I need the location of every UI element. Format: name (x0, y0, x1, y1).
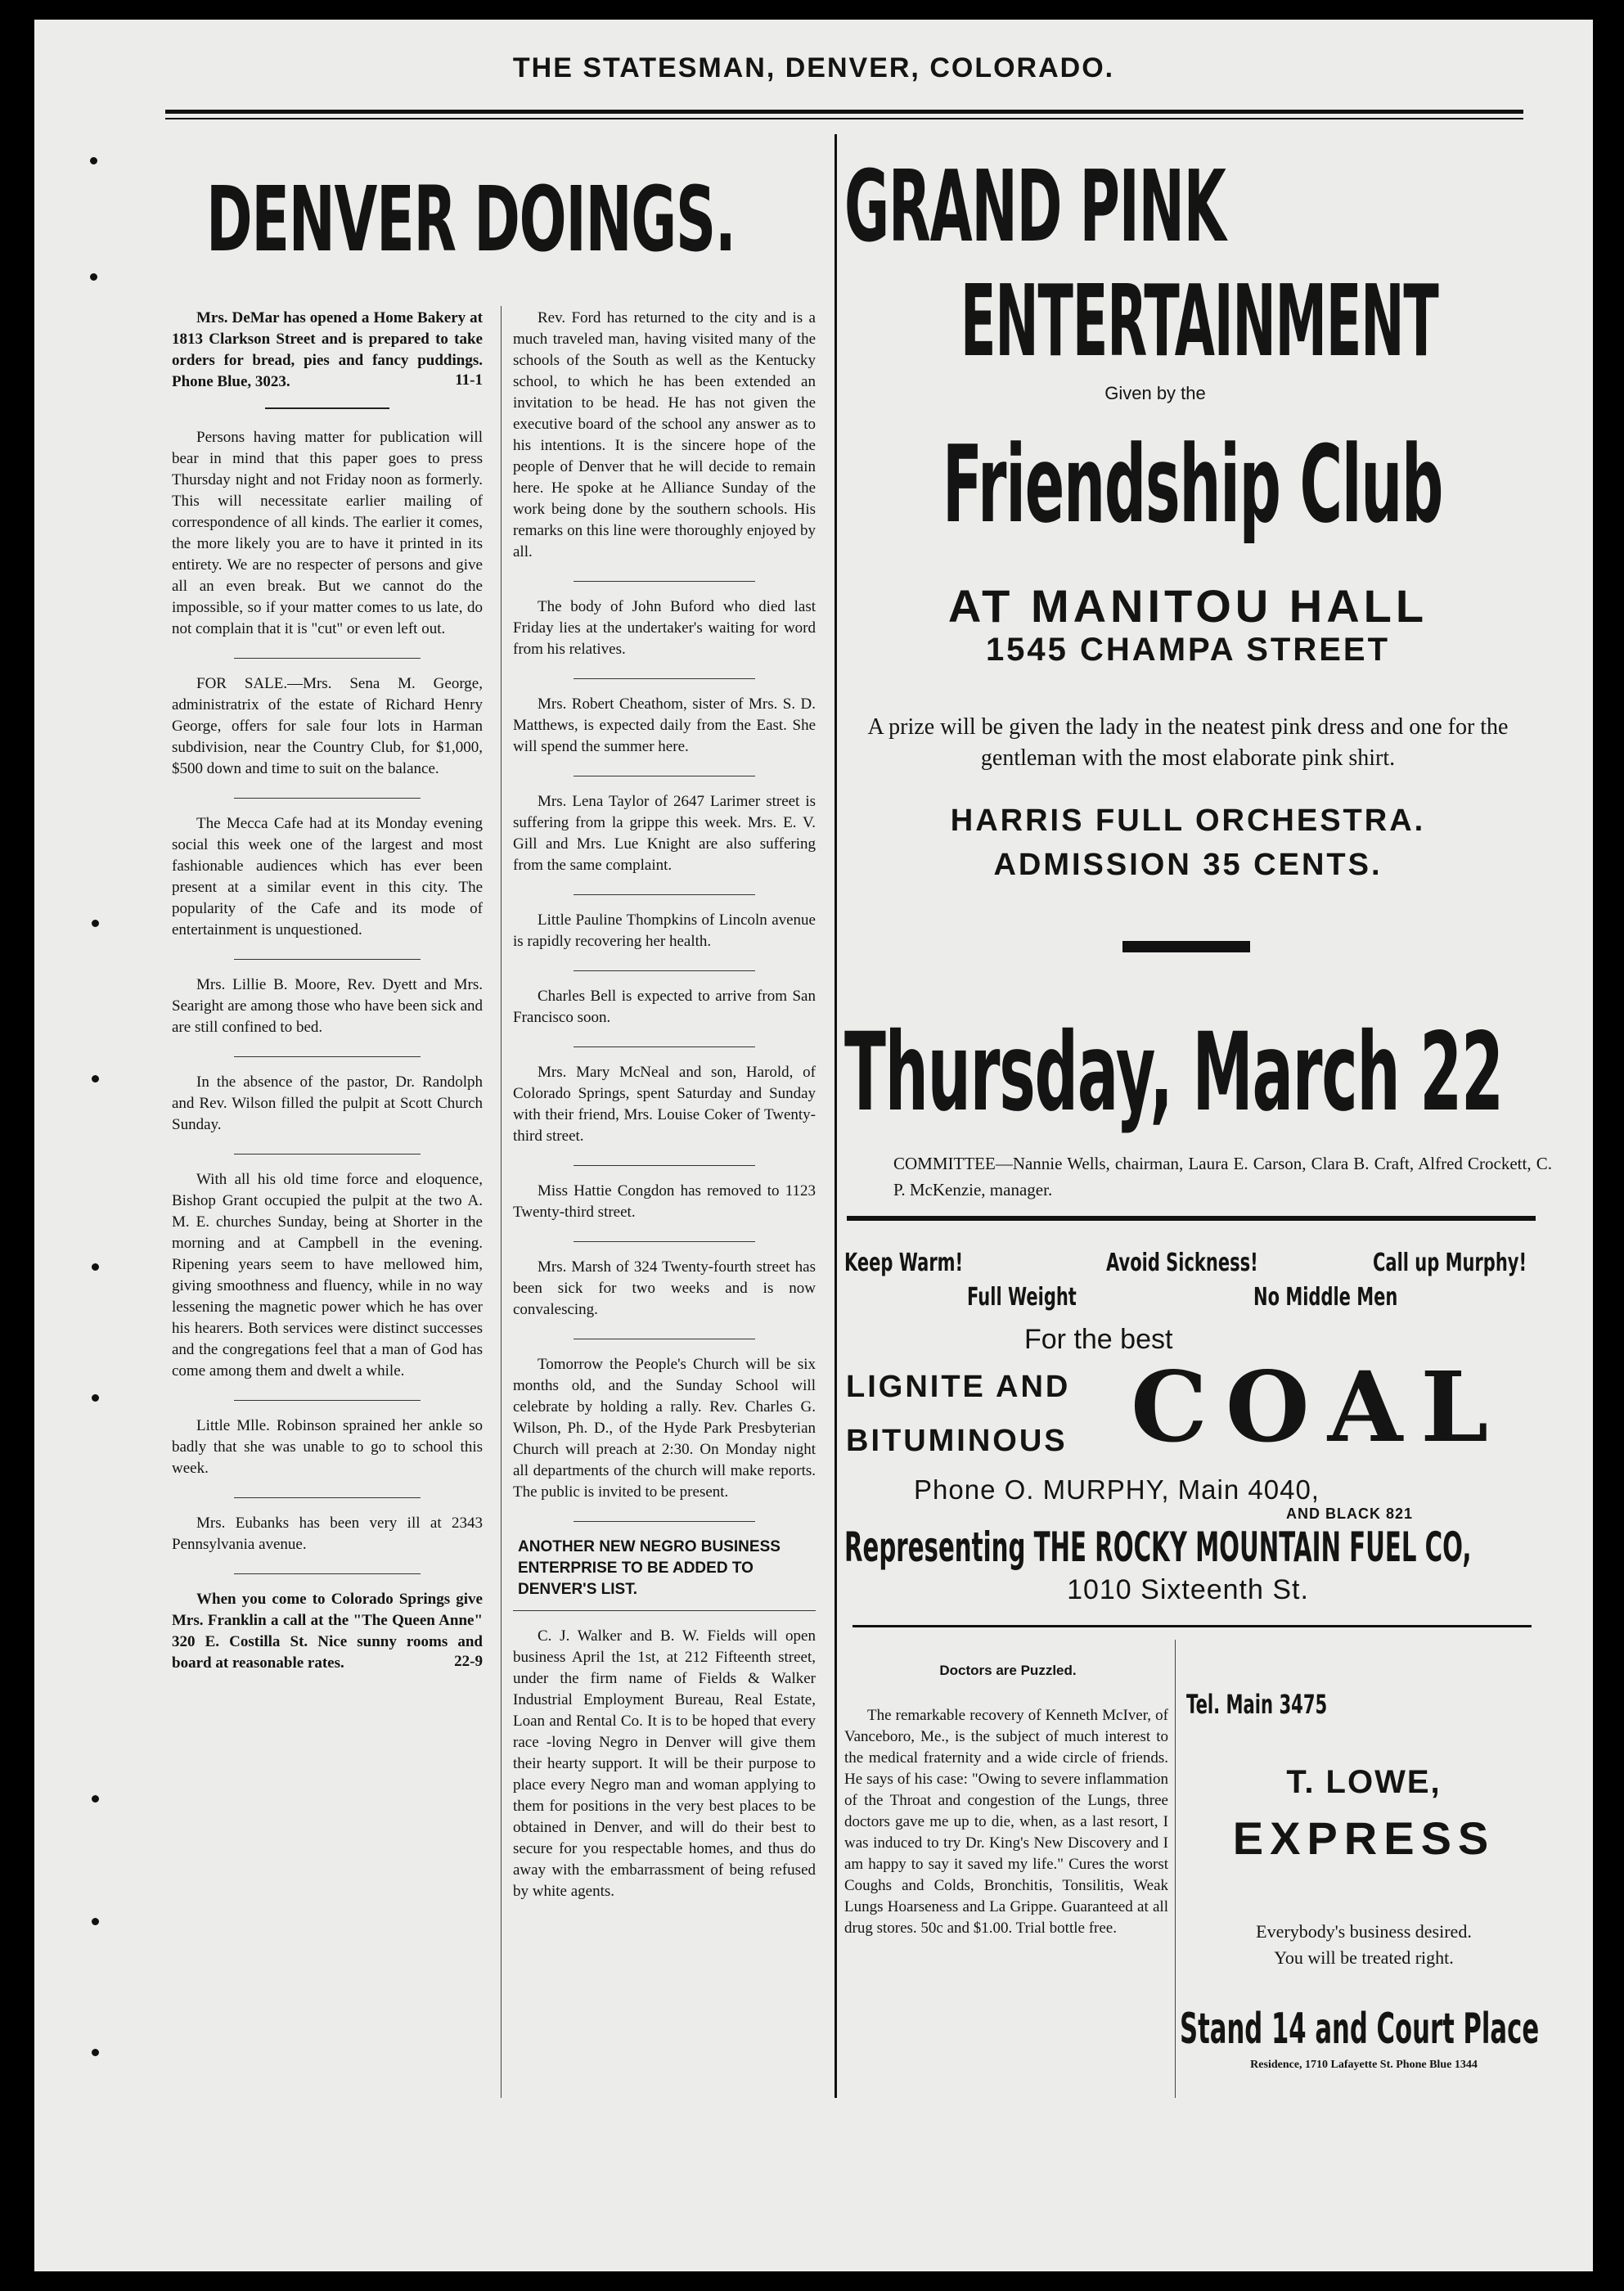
newspaper-page (34, 20, 1593, 2271)
news-item-text: Mrs. Robert Cheathom, sister of Mrs. S. D. Matthews, is expected daily from the East. She will spend the summer here. (513, 695, 816, 755)
news-item (513, 1257, 816, 1321)
coal-word: COAL (1131, 1350, 1507, 1464)
item-separator (574, 1241, 755, 1242)
ad-rule (847, 1216, 1536, 1221)
event-date: Thursday, March 22 (844, 1010, 1503, 1136)
news-item (513, 596, 816, 660)
item-separator (513, 1610, 816, 1611)
representing: Representing THE ROCKY MOUNTAIN FUEL CO, (844, 1524, 1472, 1571)
item-separator (265, 407, 389, 409)
masthead: THE STATESMAN, DENVER, COLORADO. (512, 52, 1115, 83)
item-separator (234, 959, 421, 960)
committee: COMMITTEE—Nannie Wells, chairman, Laura E. Carson, Clara B. Craft, Alfred Crockett, C. P. McKenzie, manager. (893, 1154, 1552, 1200)
black-line: AND BLACK 821 (1286, 1506, 1414, 1522)
news-item (172, 1416, 483, 1479)
news-item (172, 1589, 483, 1671)
news-item-text: When you come to Colorado Springs give Mrs. Franklin a call at the "The Queen Anne" 320 E. Costilla St. Nice sunny rooms and board at reasonable rates. (172, 1591, 483, 1672)
middle-column (513, 308, 816, 1902)
news-item (513, 694, 816, 758)
news-item-text: Mrs. Lena Taylor of 2647 Larimer street is suffering from la grippe this week. Mrs. E. V. Gill and Mrs. Lue Knight are also suffering from the same complaint. (513, 793, 816, 874)
coal-address: 1010 Sixteenth St. (1067, 1574, 1309, 1605)
news-item (513, 1062, 816, 1147)
pink-ad-line1: GRAND PINK (844, 151, 1226, 264)
express-residence: Residence, 1710 Lafayette St. Phone Blue 1344 (1250, 2059, 1478, 2071)
item-separator (574, 1046, 755, 1047)
express-tel: Tel. Main 3475 (1186, 1689, 1328, 1720)
admission: ADMISSION 35 CENTS. (993, 848, 1383, 882)
lignite: LIGNITE AND (846, 1370, 1071, 1404)
news-item-text: The body of John Buford who died last Friday lies at the undertaker's waiting for word from his relatives. (513, 598, 816, 658)
news-item-text: Mrs. Mary McNeal and son, Harold, of Colorado Springs, spent Saturday and Sunday with their friend, Mrs. Louise Coker of Twenty-third street. (513, 1064, 816, 1145)
item-separator (234, 658, 421, 659)
doctors-head: Doctors are Puzzled. (939, 1663, 1077, 1678)
business-headline: ANOTHER NEW NEGRO BUSINESS ENTERPRISE TO BE ADDED TO DENVER'S LIST. (518, 1538, 781, 1598)
news-item (172, 673, 483, 780)
left-column (172, 308, 483, 1689)
news-item-text: Mrs. Marsh of 324 Twenty-fourth street has been sick for two weeks and is now convalescing. (513, 1258, 816, 1318)
item-separator (574, 894, 755, 895)
given-by: Given by the (1104, 383, 1206, 403)
item-separator (234, 1573, 421, 1574)
news-item (513, 308, 816, 563)
news-item (513, 1181, 816, 1223)
doctors-text: The remarkable recovery of Kenneth McIver, of Vanceboro, Me., is the subject of much interest to the medical fraternity and a wide circle of friends. He says of his case: "Owing to severe inflammation of the Throat and congestion of the Lungs, three doctors gave me up to die, when, as a last resort, I was induced to try Dr. King's New Discovery and I am happy to say it saved my life." Cures the worst Coughs and Colds, Bronchitis, Tonsilitis, Weak Lungs Hoarseness and La Grippe. Guaranteed at all drug stores. 50c and $1.00. Trial bottle free. (844, 1707, 1168, 1937)
news-item (172, 1072, 483, 1136)
express-owner: T. LOWE, (1286, 1764, 1442, 1800)
orchestra: HARRIS FULL ORCHESTRA. (950, 803, 1426, 838)
news-item-text: Charles Bell is expected to arrive from San Francisco soon. (513, 988, 816, 1026)
news-item (513, 791, 816, 876)
prize-text: A prize will be given the lady in the neatest pink dress and one for the gentleman with the most elaborate pink shirt. (867, 714, 1509, 771)
slogan-no-middle-men: No Middle Men (1253, 1283, 1398, 1312)
news-item (172, 308, 483, 389)
lower-column-rule (1175, 1640, 1176, 2098)
news-item (172, 974, 483, 1038)
hall-street: 1545 CHAMPA STREET (985, 632, 1391, 668)
pink-ad-line2: ENTERTAINMENT (960, 265, 1438, 379)
item-separator (234, 1400, 421, 1401)
news-item-text: Little Mlle. Robinson sprained her ankle so badly that she was unable to go to school this week. (172, 1417, 483, 1477)
news-item-text: Miss Hattie Congdon has removed to 1123 Twenty-third street. (513, 1182, 816, 1221)
item-separator (574, 1165, 755, 1166)
item-separator (574, 581, 755, 582)
item-separator (234, 1497, 421, 1498)
business-story: C. J. Walker and B. W. Fields will open business April the 1st, at 212 Fifteenth street, under the firm name of Fields & Walker Industrial Employment Bureau, Real Estate, Loan and Rental Co. It is to be hoped that every race -loving Negro in Denver will give them their hearty support. It will be their purpose to place every Negro man and woman applying to them for positions in the very best places to be obtained in Denver, and will do their best to secure for you respectable homes, and thus do away with the embarrassment of being refused by white agents. (513, 1627, 816, 1900)
slogan-call-murphy: Call up Murphy! (1373, 1249, 1527, 1277)
bituminous: BITUMINOUS (846, 1424, 1068, 1458)
slogan-full-weight: Full Weight (967, 1283, 1077, 1312)
express-word: EXPRESS (1232, 1812, 1496, 1864)
slogan-keep-warm: Keep Warm! (844, 1249, 964, 1277)
news-item-text: Tomorrow the People's Church will be six months old, and the Sunday School will celebrate by holding a rally. Rev. Charles G. Wilson, Ph. D., of the Hyde Park Presbyterian Church will preach at 2:30. On Monday night all departments of the church will make reports. The public is invited to be present. (513, 1356, 816, 1501)
divider-bar (1122, 941, 1250, 952)
denver-doings-headline: DENVER DOINGS. (206, 167, 736, 272)
news-item (172, 427, 483, 640)
hall-name: AT MANITOU HALL (947, 580, 1428, 632)
item-separator (574, 1521, 755, 1522)
news-item-text: Persons having matter for publication will bear in mind that this paper goes to press Thursday night and not Friday noon as formerly. This will necessitate earlier mailing of correspondence of all kinds. The earlier it comes, the more likely you are to have it printed in its entirety. We are no respecter of persons and give all an even break. But we cannot do the impossible, so if your matter comes to us late, do not complain that it is "cut" or even left out. (172, 429, 483, 637)
news-item-text: The Mecca Cafe had at its Monday evening social this week one of the largest and most fashionable audiences which has ever been present at a similar event in this city. The popularity of the Cafe and its mode of entertainment is unquestioned. (172, 815, 483, 938)
news-item-text: In the absence of the pastor, Dr. Randolph and Rev. Wilson filled the pulpit at Scott Church Sunday. (172, 1073, 483, 1133)
item-separator (234, 798, 421, 799)
lower-rule (852, 1625, 1532, 1627)
express-treated: You will be treated right. (1274, 1947, 1454, 1968)
news-item-text: Mrs. Eubanks has been very ill at 2343 Pennsylvania avenue. (172, 1515, 483, 1553)
news-item (172, 1169, 483, 1382)
news-item (513, 910, 816, 952)
column-divider (834, 134, 837, 2098)
news-item-text: With all his old time force and eloquence, Bishop Grant occupied the pulpit at the two A. M. E. churches Sunday, being at Shorter in the morning and at Campbell in the evening. Ripening years seem to have mellowed him, giving smoothness and fluency, while in no way lessening the magnetic power which he has over his hearers. Both services were distinct successes and the congregations feel that a man of God has come among them and dwelt a while. (172, 1171, 483, 1380)
ad-tag: 22-9 (454, 1653, 483, 1670)
news-item-text: FOR SALE.—Mrs. Sena M. George, administratrix of the estate of Richard Henry George, offers for sale four lots in Harman subdivision, near the Country Club, for $1,000, $500 down and time to suit on the balance. (172, 675, 483, 777)
news-item-text: Rev. Ford has returned to the city and is a much traveled man, having visited many of the schools of the South as well as the Kentucky school, to which he has been extended an invitation to be head. He has not given the executive board of the school any answer as to his intentions. It is the sincere hope of the people of Denver that he will decide to remain here. He spoke at he Alliance Sunday of the work being done by the southern schools. His remarks on this line were thoroughly enjoyed by all. (513, 309, 816, 560)
express-stand: Stand 14 and Court Place (1180, 2005, 1540, 2054)
express-business: Everybody's business desired. (1256, 1921, 1472, 1942)
news-item-text: Mrs. DeMar has opened a Home Bakery at 1813 Clarkson Street and is prepared to take orders for bread, pies and fancy puddings. Phone Blue, 3023. (172, 309, 483, 390)
news-item-text: Little Pauline Thompkins of Lincoln avenue is rapidly recovering her health. (513, 911, 816, 950)
news-item (513, 1354, 816, 1503)
phone-line: Phone O. MURPHY, Main 4040, (914, 1474, 1320, 1505)
club-name: Friendship Club (942, 422, 1443, 547)
news-item (172, 1513, 483, 1555)
for-the-best: For the best (1024, 1324, 1173, 1355)
news-item-text: Mrs. Lillie B. Moore, Rev. Dyett and Mrs. Searight are among those who have been sick and are still confined to bed. (172, 976, 483, 1036)
item-separator (234, 1056, 421, 1057)
column-rule (501, 306, 502, 2098)
masthead-rule (165, 110, 1523, 119)
item-separator (574, 970, 755, 971)
item-separator (574, 678, 755, 679)
ad-tag: 11-1 (455, 371, 483, 389)
news-item (172, 813, 483, 941)
item-separator (234, 1154, 421, 1155)
news-item (513, 986, 816, 1028)
slogan-avoid-sickness: Avoid Sickness! (1106, 1249, 1258, 1277)
